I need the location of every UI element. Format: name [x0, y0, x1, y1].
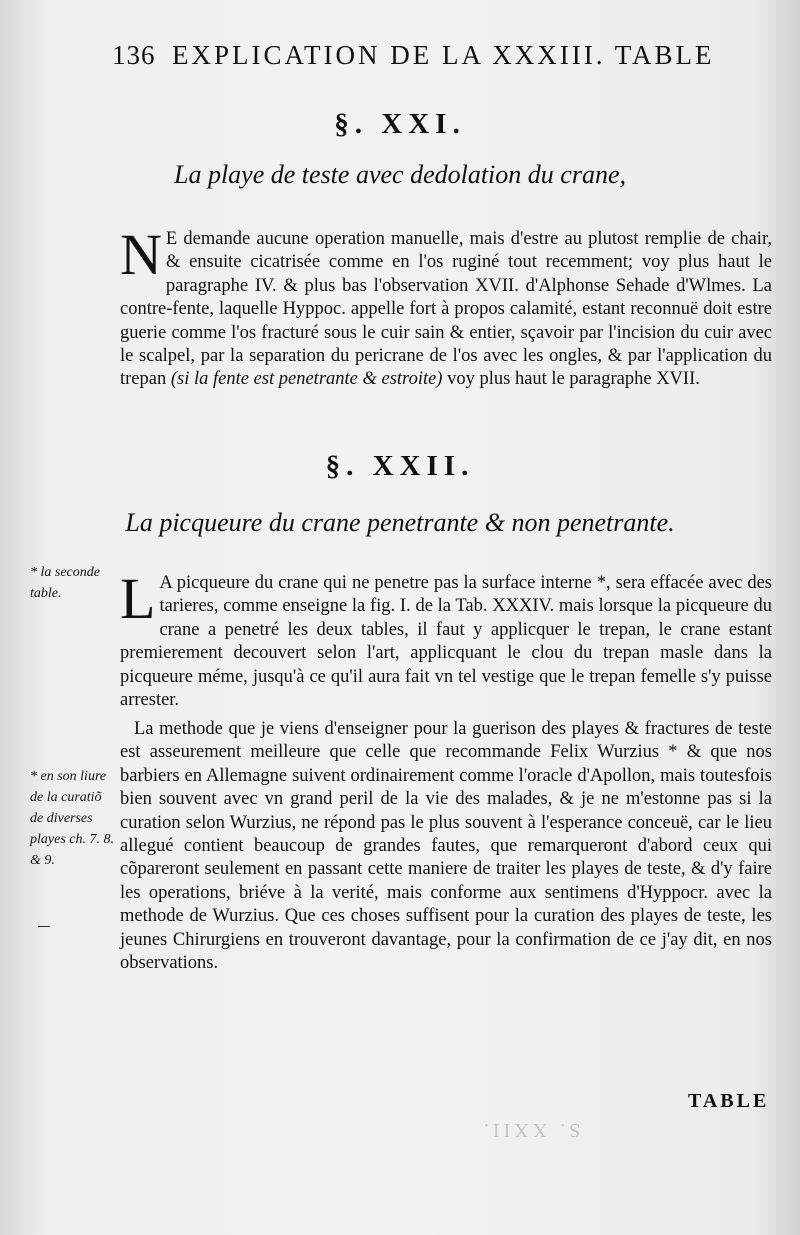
bleed-through-text: S. XXII.	[480, 1119, 581, 1141]
paragraph-text: A picqueure du crane qui ne penetre pas la surface interne *, sera effacée avec des tarieres, comme enseigne la fig. I. de la Tab. XXXIV. mais lorsque la picqueure du crane a penetré les deux tables, il faut y applicquer le trepan, le crane estant premierement decouvert selon l'art, applicquant le clou du trepan masle dans la picqueure méme, jusqu'à ce qu'il aura fait vn tel vestige que le trepan femelle s'y puisse arrester.	[120, 573, 772, 711]
drop-cap: L	[120, 566, 156, 631]
catchword: TABLE	[688, 1090, 770, 1112]
margin-note-1: * la seconde table.	[30, 565, 100, 601]
page-header	[112, 40, 772, 80]
drop-cap: N	[120, 222, 162, 287]
paragraph-text: E demande aucune operation manuelle, mais d'estre au plutost remplie de chair, & ensuite cicatrisée comme en l'os ruginé tout recemment; voy plus haut le paragraphe IV. & plus bas l'observation XVII. d'Alphonse Sehade d'Wlmes. La contre-fente, laquelle Hyppoc. appelle fort à propos calamité, estant reconnuë doit estre guerie comme l'os fracturé sous le cuir sain & entier, sçavoir par l'incision du cuir avec le scalpel, par la separation du pericrane de l'os avec les ongles, & par l'application du trepan	[120, 229, 772, 390]
paragraph-italic: (si la fente est penetrante & estroite)	[170, 369, 443, 390]
margin-dash	[38, 926, 50, 927]
running-head: EXPLICATION DE LA XXXIII. TABLE	[172, 40, 715, 70]
section-title-xxii: La picqueure du crane penetrante & non penetrante.	[125, 508, 675, 537]
paragraph-xxi	[120, 222, 772, 392]
section-title-xxi: La playe de teste avec dedolation du crane,	[174, 160, 626, 189]
paragraph-xxii-2: La methode que je viens d'enseigner pour la guerison des playes & fractures de teste est asseurement meilleure que celle que recommande Felix Wurzius * & que nos barbiers en Allemagne suivent ordinairement comme l'oracle d'Apollon, mais toutesfois bien souvent avec vn grand peril de la vie des malades, & je ne m'estonne pas si la curation selon Wurzius, ne répond pas le plus souvent à l'esperance conceuë, car le lieu allegué contient beaucoup de grandes fautes, que remarqueront d'abord ceux qui cõpareront seulement en passant cette maniere de traiter les playes de teste, & d'y faire les operations, briéve à la verité, mais conforme aux sentimens d'Hyppocr. avec la methode de Wurzius. Que ces choses suffisent pour la curation des playes de teste, les jeunes Chirurgiens en trouveront davantage, pour la confirmation de ce j'ay dit, en nos observations.	[120, 719, 772, 974]
section-heading-xxii: §. XXII.	[325, 450, 475, 482]
page-number: 136	[112, 40, 156, 70]
margin-note-2: * en son liure de la curatiõ de diverses playes ch. 7. 8. & 9.	[30, 769, 114, 868]
paragraph-tail: voy plus haut le paragraphe XVII.	[442, 369, 700, 390]
paragraph-xxii-1	[120, 566, 772, 712]
section-heading-xxi: §. XXI.	[334, 108, 466, 140]
